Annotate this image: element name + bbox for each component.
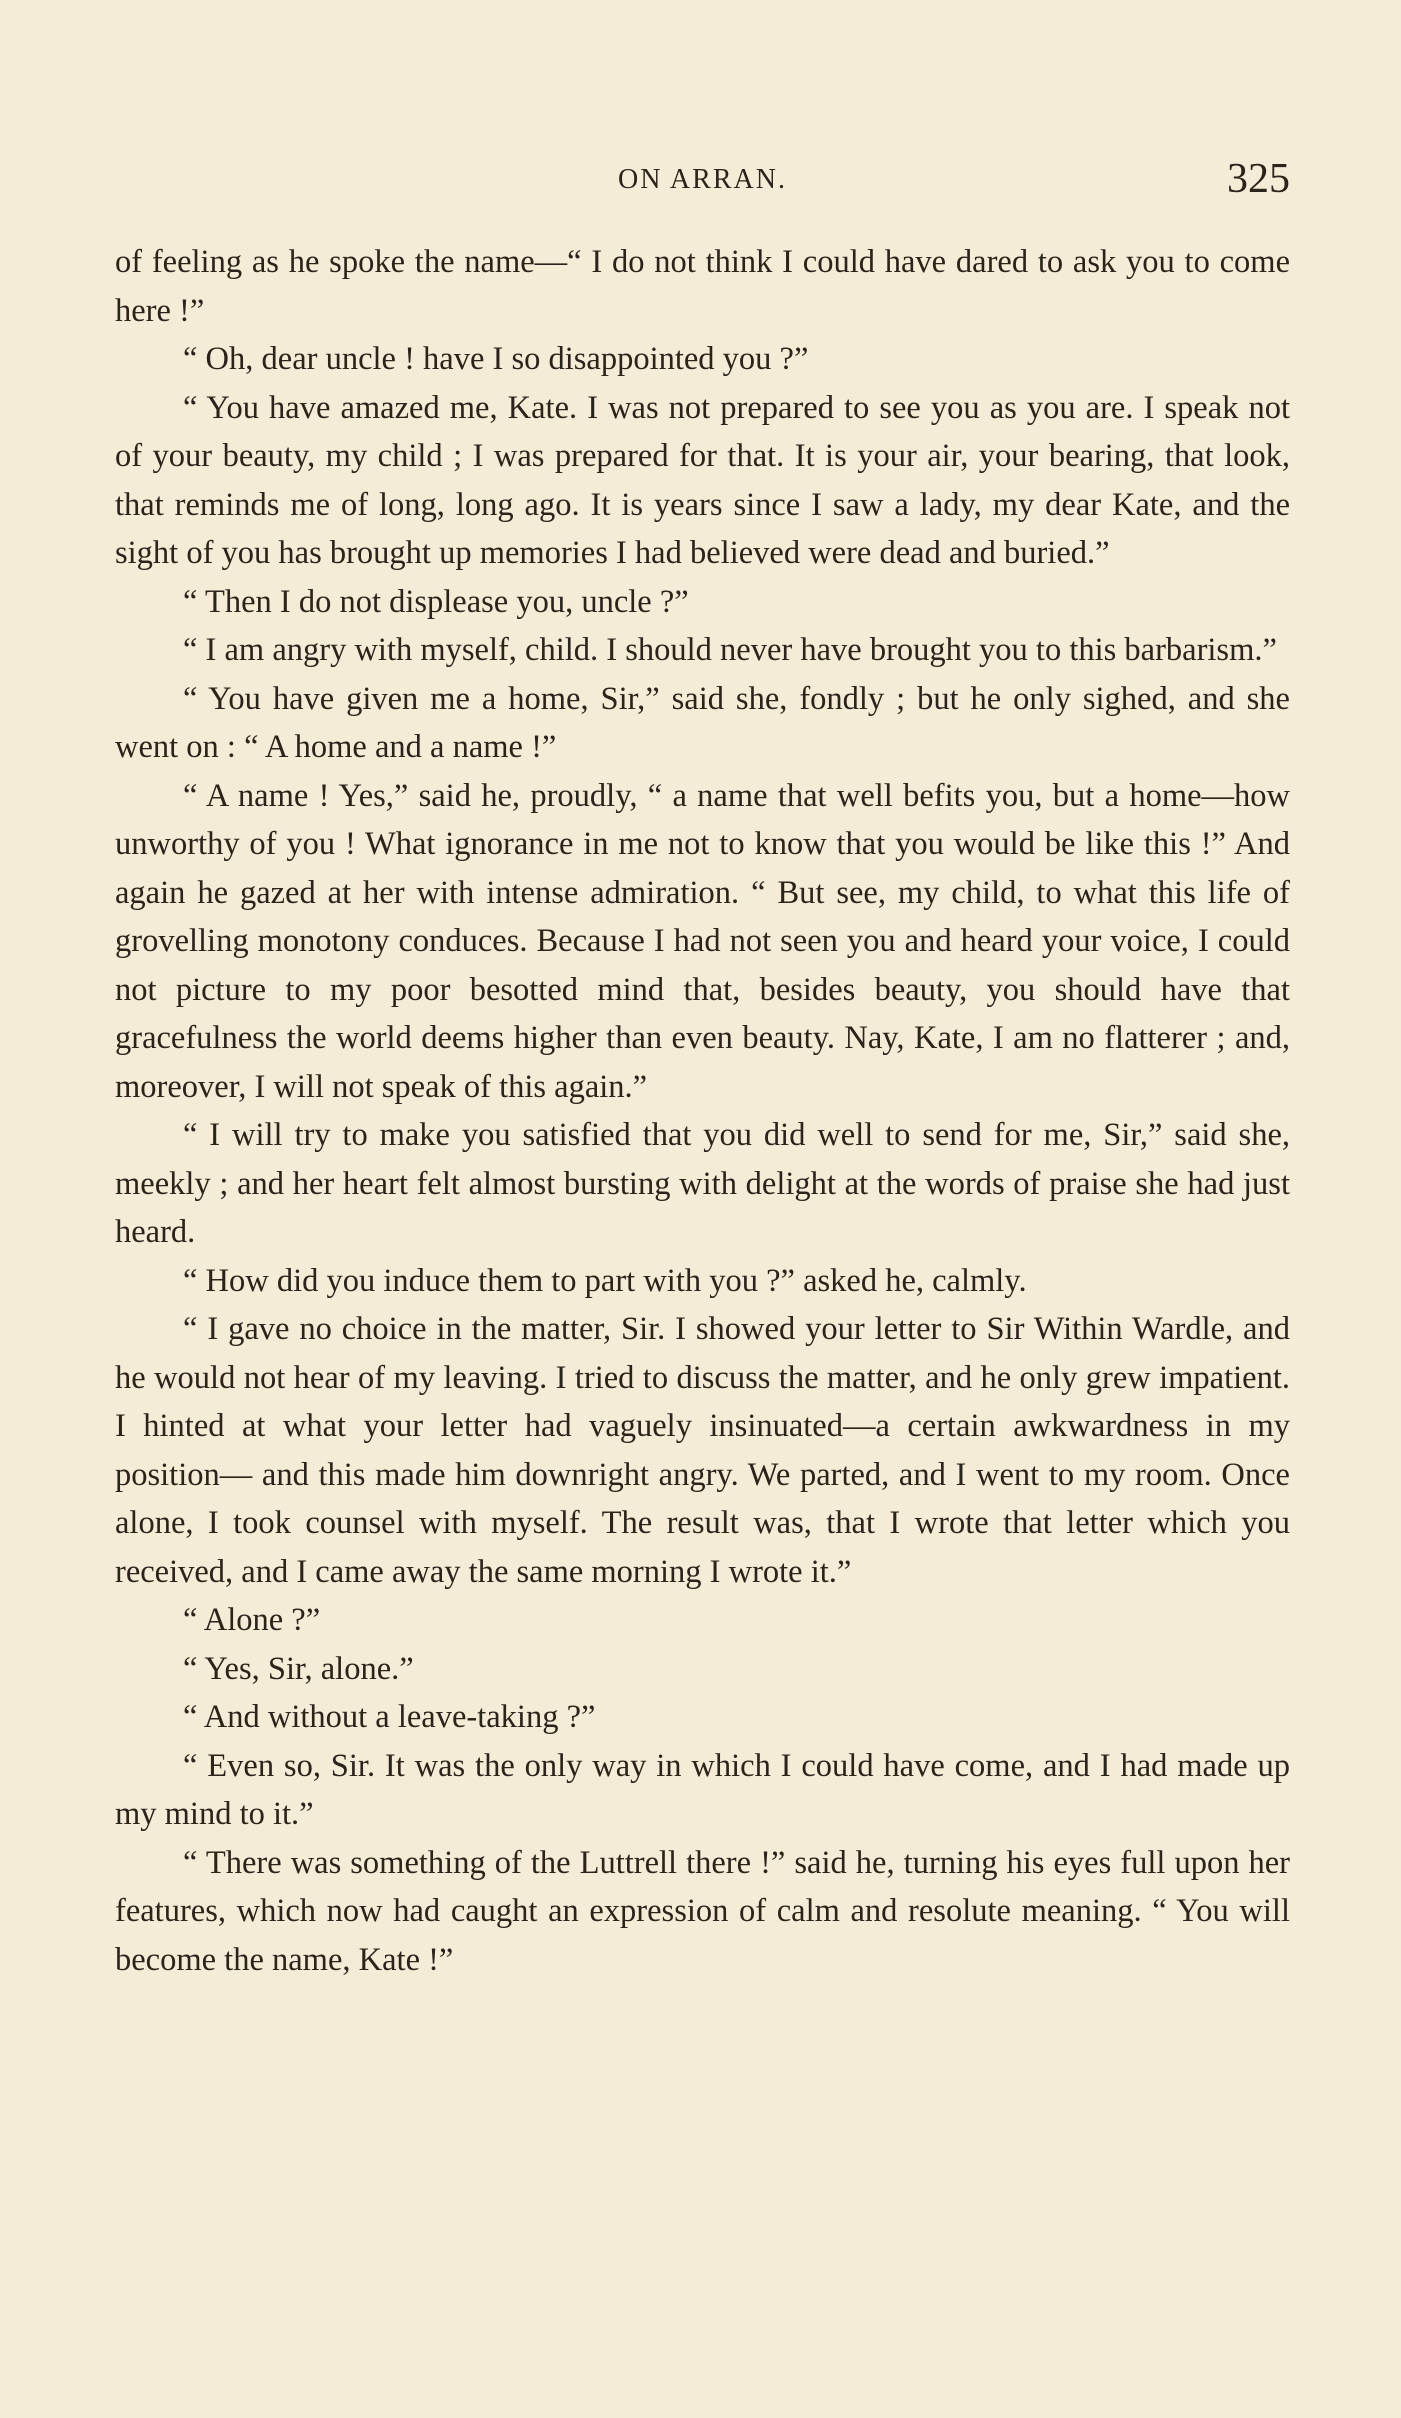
text-body [115,238,1290,1984]
paragraph: “ You have given me a home, Sir,” said she, fondly ; but he only sighed, and she went on : “ A home and a name !” [115,680,1290,765]
paragraph: “ I will try to make you satisfied that you did well to send for me, Sir,” said she, meekly ; and her heart felt almost bursting with delight at the words of praise she had just heard. [115,1117,1290,1250]
paragraph: “ Then I do not displease you, uncle ?” [183,583,689,620]
paragraph: “ How did you induce them to part with you ?” asked he, calmly. [183,1262,1027,1299]
page-number: 325 [1227,156,1290,202]
paragraph: “ Oh, dear uncle ! have I so disappointed you ?” [183,341,809,377]
paragraph: “ A name ! Yes,” said he, proudly, “ a name that well befits you, but a home—how unworthy of you ! What ignorance in me not to know that you would be like this !” And again he gazed at her with intense admiration. “ But see, my child, to what this life of grovelling monotony conduces. Because I had not seen you and heard your voice, I could not picture to my poor besotted mind that, besides beauty, you should have that gracefulness the world deems higher than even beauty. Nay, Kate, I am no flatterer ; and, moreover, I will not speak of this again.” [115,777,1290,1105]
running-head [115,158,1290,208]
paragraph: “ You have amazed me, Kate. I was not prepared to see you as you are. I speak not of your beauty, my child ; I was prepared for that. It is your air, your bearing, that look, that reminds me of long, long ago. It is years since I saw a lady, my dear Kate, and the sight of you has brought up memories I had believed were dead and buried.” [115,389,1290,571]
paragraph: “ I gave no choice in the matter, Sir. I showed your letter to Sir Within Wardle, and he would not hear of my leaving. I tried to discuss the matter, and he only grew impatient. I hinted at what your letter had vaguely insinuated—a certain awkwardness in my position— and this made him downright angry. We parted, and I went to my room. Once alone, I took counsel with myself. The result was, that I wrote that letter which you received, and I came away the same morning I wrote it.” [115,1311,1290,1590]
paragraph: “ I am angry with myself, child. I should never have brought you to this barbarism.” [183,632,1277,668]
paragraph: “ Even so, Sir. It was the only way in which I could have come, and I had made up my mind to it.” [115,1747,1290,1832]
paragraph: “ Alone ?” [183,1602,321,1638]
running-head-title: ON ARRAN. [618,164,787,195]
paragraph: “ There was something of the Luttrell there !” said he, turning his eyes full upon her features, which now had caught an expression of calm and resolute meaning. “ You will become the name, Kate !” [115,1844,1290,1978]
paragraph-continuation: of feeling as he spoke the name—“ I do not think I could have dared to ask you to come here !” [115,244,1290,329]
paragraph: “ Yes, Sir, alone.” [183,1650,414,1687]
paragraph: “ And without a leave-taking ?” [183,1699,596,1735]
